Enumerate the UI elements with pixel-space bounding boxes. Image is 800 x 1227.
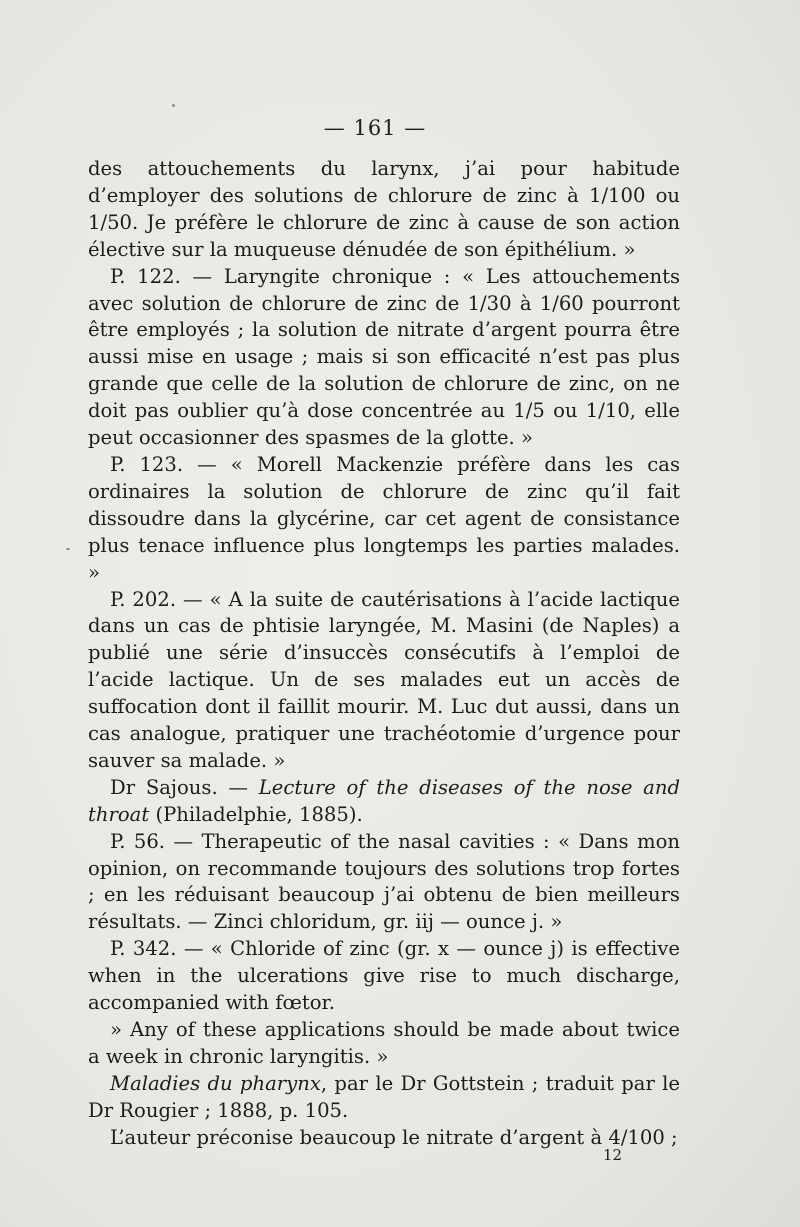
paragraph-continuation: des attouchements du larynx, j’ai pour habitude d’employer des solutions de chlorure de zinc à 1/100 ou 1/50. Je préfère le chlorure de zinc à cause de son action élective sur la muqueuse dénudée de son épithélium. »: [88, 157, 680, 261]
page-number: — 161 —: [323, 116, 427, 140]
print-speck: [172, 104, 175, 107]
reference-author: Dr Sajous. —: [110, 775, 259, 799]
reference-details: (Philadelphie, 1885).: [149, 802, 363, 826]
paragraph-applications: » Any of these applications should be made about twice a week in chronic laryngitis. »: [88, 1018, 680, 1068]
reference-title: Maladies du pharynx: [110, 1071, 321, 1095]
paragraph-p122: P. 122. — Laryngite chronique : « Les attouchements avec solution de chlorure de zinc de 1/30 à 1/60 pourront être employés ; la solution de nitrate d’argent pourra être aussi mise en usage ; mais si son efficacité n’est pas plus grande que celle de la solution de chlorure de zinc, on ne doit pas oublier qu’à dose concentrée au 1/5 ou 1/10, elle peut occasionner des spasmes de la glotte. »: [88, 264, 680, 450]
paragraph-p202: P. 202. — « A la suite de cautérisations à l’acide lactique dans un cas de phtisie laryngée, M. Masini (de Naples) a publié une série d’insuccès consécutifs à l’emploi de l’acide lactique. Un de ses malades eut un accès de suffocation dont il faillit mourir. M. Luc dut aussi, dans un cas analogue, pratiquer une trachéotomie d’urgence pour sauver sa malade. »: [88, 587, 680, 772]
paragraph-p56: P. 56. — Therapeutic of the nasal cavities : « Dans mon opinion, on recommande toujours des solutions trop fortes ; en les réduisant beaucoup j’ai obtenu de bien meilleurs résultats. — Zinci chloridum, gr. iij — ounce j. »: [88, 829, 680, 934]
reference-gottstein: [88, 1071, 680, 1125]
signature-mark: 12: [603, 1146, 623, 1164]
body-text: [88, 156, 680, 1152]
reference-details: , par le Dr Gottstein ; traduit par le Dr Rougier ; 1888, p. 105.: [88, 1071, 680, 1122]
paragraph-last: L’auteur préconise beaucoup le nitrate d’argent à 4/100 ;: [110, 1125, 678, 1149]
paragraph-p123: P. 123. — « Morell Mackenzie préfère dans les cas ordinaires la solution de chlorure de zinc qu’il fait dissoudre dans la glycérine, car cet agent de consistance plus tenace influence plus longtemps les parties malades. »: [88, 452, 680, 584]
reference-sajous: [88, 775, 680, 829]
reference-title: Lecture of the diseases of the nose and throat: [88, 775, 680, 826]
print-speck: [66, 548, 70, 550]
paragraph-p342: P. 342. — « Chloride of zinc (gr. x — ounce j) is effective when in the ulcerations give rise to much discharge, accompanied with fœtor.: [88, 937, 680, 1015]
